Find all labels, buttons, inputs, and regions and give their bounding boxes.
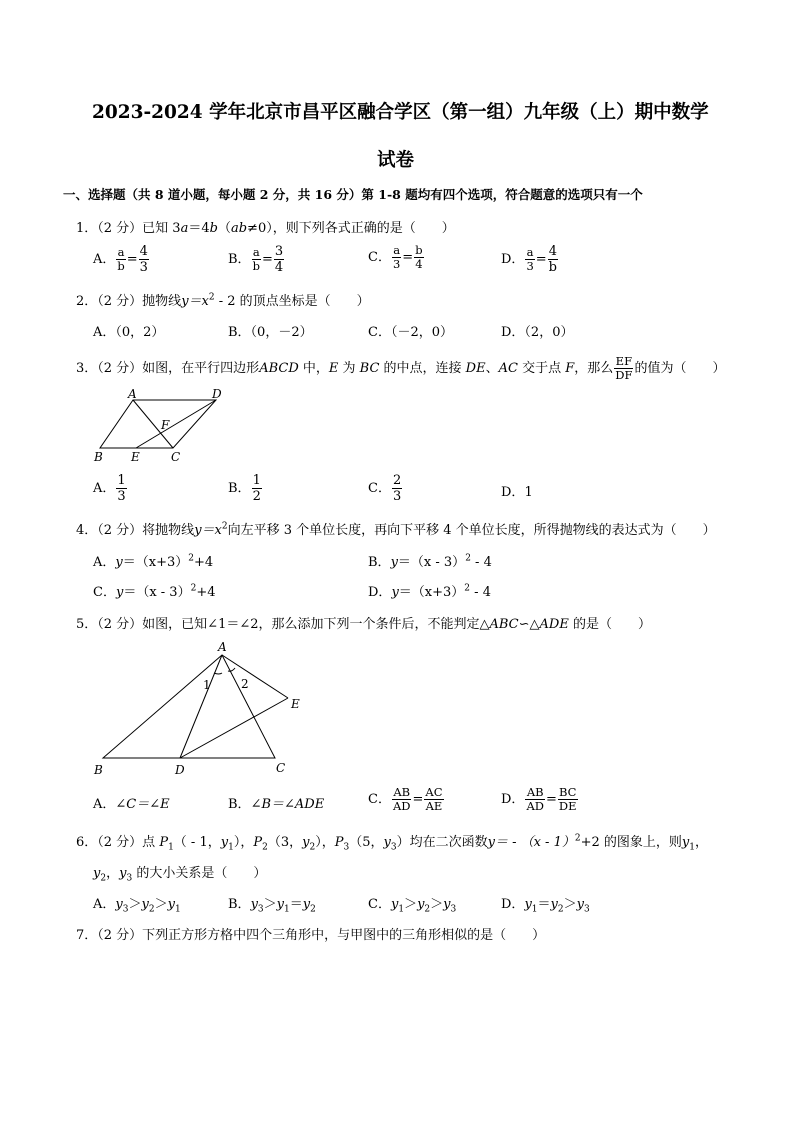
question-5-stem: 5．（2 分）如图，已知∠1＝∠2，那么添加下列一个条件后，不能判定△ABC∽△ADE 的是（ ） bbox=[76, 617, 651, 632]
figure-label-b: B bbox=[94, 763, 103, 777]
question-1-stem: 1．（2 分）已知 3a＝4b（ab≠0），则下列各式正确的是（ ） bbox=[76, 221, 455, 236]
figure-label-d: D bbox=[175, 763, 185, 777]
figure-label-e: E bbox=[291, 697, 300, 711]
question-2-option-c[interactable]: C．（－2，0） bbox=[368, 325, 453, 340]
question-6-option-c[interactable]: C．$y_1>y_2>y_3$ bbox=[368, 897, 457, 915]
question-6-stem-line2: $y_2$，$y_3$ 的大小关系是（ ） bbox=[93, 866, 267, 884]
triangle-figure bbox=[88, 637, 318, 779]
angle-label-1: 1 bbox=[203, 678, 211, 692]
figure-label-c: C bbox=[276, 761, 286, 775]
figure-label-a: A bbox=[218, 640, 227, 654]
question-4-option-a[interactable]: A．$y=(x+3)^2+4$ bbox=[93, 553, 214, 570]
question-6-stem-line1: 6．（2 分）点 $P_1( - 1$，$y_1$），$P_2(3$，$y_2$），$P_3(5$，$y_3$）均在二次函数y＝ - （x - 1）$^2$+2 的图象上，则$y_1$， bbox=[76, 833, 708, 853]
document-title-line1: 2023-2024 学年北京市昌平区融合学区（第一组）九年级（上）期中数学 bbox=[92, 102, 709, 123]
question-5-option-d[interactable]: D． $\frac{AB}{AD}$ = $\frac{BC}{DE}$ bbox=[501, 785, 577, 813]
figure-label-b: B bbox=[94, 450, 103, 464]
figure-label-e: E bbox=[131, 450, 140, 464]
question-4-option-b[interactable]: B．y＝（x - 3）$^2$ - 4 bbox=[368, 553, 492, 570]
question-2-option-a[interactable]: A．（0，2） bbox=[93, 325, 165, 340]
figure-label-a: A bbox=[128, 388, 137, 401]
question-2-option-d[interactable]: D．（2，0） bbox=[501, 325, 574, 340]
question-1-option-d[interactable]: D． $\frac{a}{3}$ = $\frac{4}{b}$ bbox=[501, 244, 557, 275]
figure-label-d: D bbox=[212, 388, 222, 401]
section-heading: 一、选择题（共 8 道小题，每小题 2 分，共 16 分）第 1-8 题均有四个选项，符合题意的选项只有一个 bbox=[63, 187, 643, 202]
question-3-option-a[interactable]: A． $\frac{1}{3}$ bbox=[93, 473, 126, 504]
question-2-option-b[interactable]: B．（0，－2） bbox=[228, 325, 313, 340]
question-4-stem: 4．（2 分）将抛物线$y=x^2$向左平移 3 个单位长度，再向下平移 4 个单位长度，所得抛物线的表达式为（ ） bbox=[76, 521, 716, 538]
question-3-stem: 3．（2 分）如图，在平行四边形ABCD 中，E 为 BC 的中点，连接 DE、AC 交于点 F，那么 $\frac{EF}{DF}$ 的值为（ ） bbox=[76, 354, 726, 382]
question-4-option-d[interactable]: D．$y=(x+3)^2 - 4$ bbox=[368, 583, 491, 600]
question-6-option-d[interactable]: D．$y_1=y_2>y_3$ bbox=[501, 897, 590, 915]
question-3-option-b[interactable]: B． $\frac{1}{2}$ bbox=[228, 473, 261, 504]
question-6-option-a[interactable]: A．$y_3>y_2>y_1$ bbox=[93, 897, 181, 915]
question-3-option-d[interactable]: D．1 bbox=[501, 485, 533, 500]
parallelogram-figure bbox=[88, 388, 228, 466]
question-1-option-c[interactable]: C． $\frac{a}{3}$ = $\frac{b}{4}$ bbox=[368, 243, 423, 271]
document-title-line2: 试卷 bbox=[377, 150, 415, 171]
question-5-option-a[interactable]: A．∠C＝∠E bbox=[93, 797, 170, 812]
question-1-option-a[interactable]: A． $\frac{a}{b}$ = $\frac{4}{3}$ bbox=[93, 244, 148, 275]
question-6-option-b[interactable]: B．$y_3>y_1=y_2$ bbox=[228, 897, 316, 915]
question-7-stem: 7．（2 分）下列正方形方格中四个三角形中，与甲图中的三角形相似的是（ ） bbox=[76, 928, 546, 943]
question-5-option-b[interactable]: B．∠B＝∠ADE bbox=[228, 797, 325, 812]
question-2-stem: 2．（2 分）抛物线$y=x^2 - 2$ 的顶点坐标是（ ） bbox=[76, 292, 370, 309]
question-5-option-c[interactable]: C． $\frac{AB}{AD}$ = $\frac{AC}{AE}$ bbox=[368, 785, 443, 813]
figure-label-c: C bbox=[171, 450, 181, 464]
figure-label-f: F bbox=[161, 418, 170, 432]
question-1-option-b[interactable]: B． $\frac{a}{b}$ = $\frac{3}{4}$ bbox=[228, 244, 284, 275]
question-4-option-c[interactable]: C．y＝（x - 3）$^2$+4 bbox=[93, 583, 216, 600]
question-3-option-c[interactable]: C． $\frac{2}{3}$ bbox=[368, 473, 402, 504]
angle-label-2: 2 bbox=[241, 677, 249, 691]
